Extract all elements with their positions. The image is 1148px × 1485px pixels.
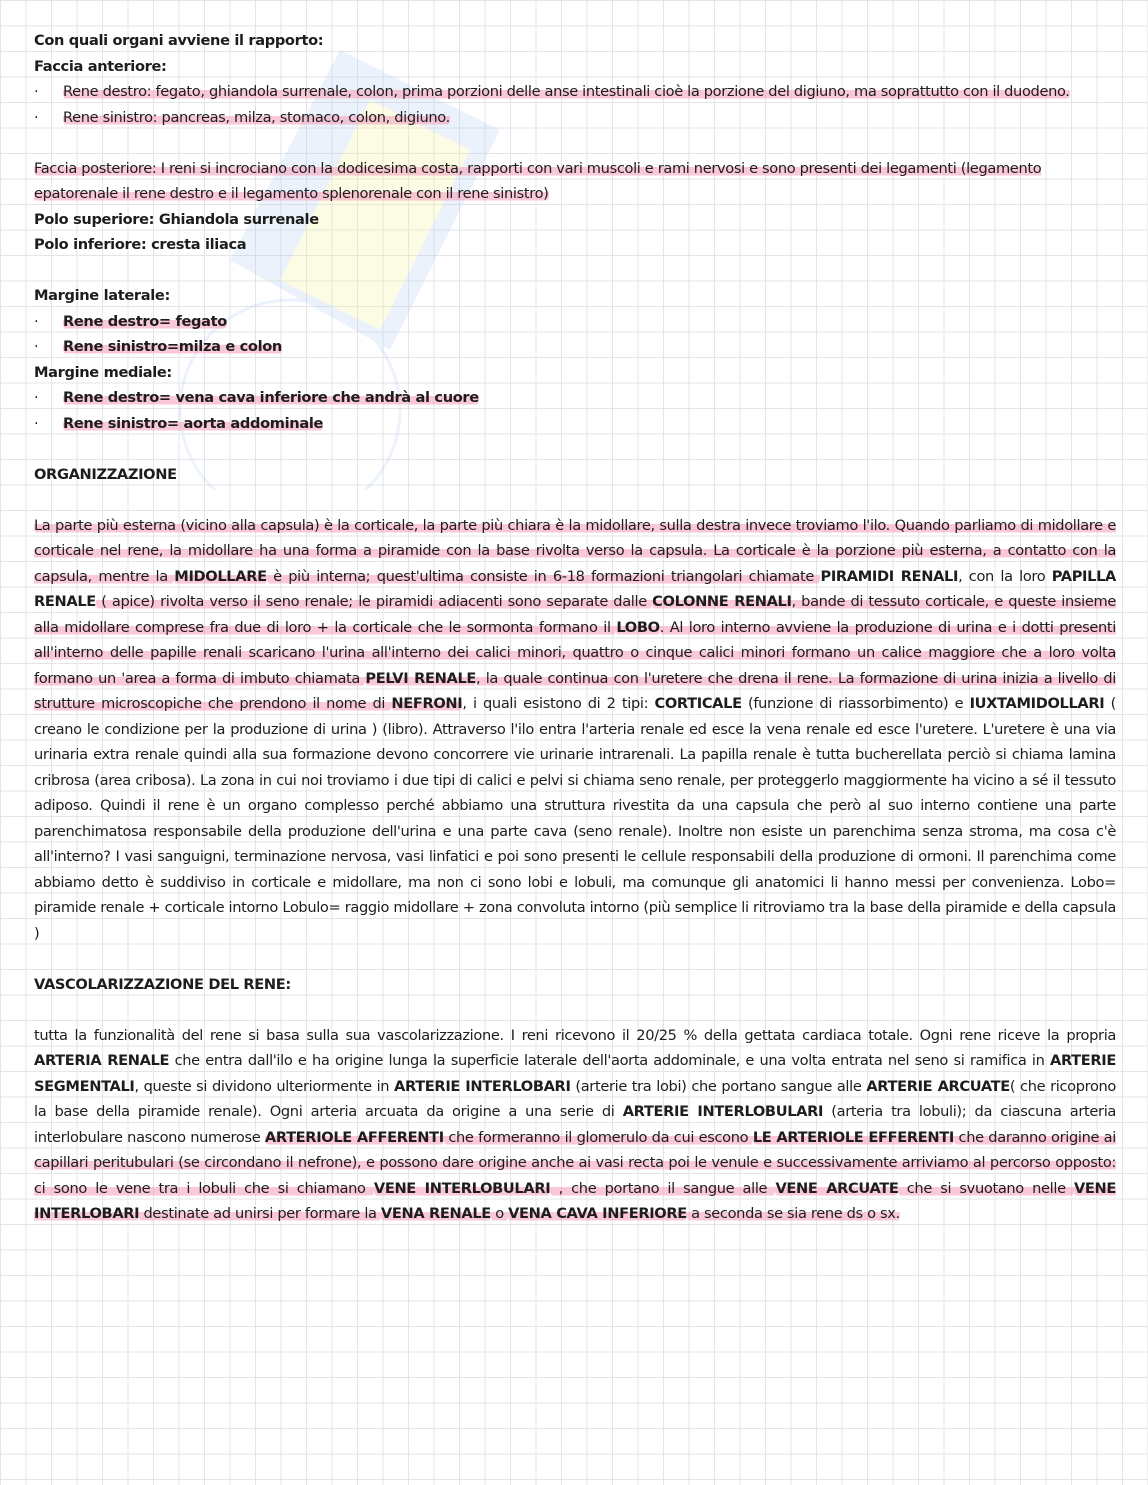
vascolarizzazione-paragraph: tutta la funzionalità del rene si basa sulla sua vascolarizzazione. I reni ricevono il 20/25 % della gettata cardiaca totale. Ogni rene riceve la propria ARTERIA RENALE che entra dall'ilo e ha origine lunga la superficie laterale dell'aorta addominale, e una volta entrata nel seno si ramifica in ARTERIE SEGMENTALI, queste si dividono ulteriormente in ARTERIE INTERLOBARI (arterie tra lobi) che portano sangue alle ARTERIE ARCUATE( che ricoprono la base della piramide renale). Ogni arteria arcuata da origine a una serie di ARTERIE INTERLOBULARI (arteria tra lobuli); da ciascuna arteria interlobulare nascono numerose ARTERIOLE AFFERENTI che formeranno il glomerulo da cui escono LE ARTERIOLE EFFERENTI che daranno origine ai capillari peritubulari (se circondano il nefrone), e possono dare origine anche ai vasi recta poi le venule e successivamente arriviamo al percorso opposto: ci sono le vene tra i lobuli che si chiamano VENE INTERLOBULARI , che portano il sangue alle VENE ARCUATE che si svuotano nelle VENE INTERLOBARI destinate ad unirsi per formare la VENA RENALE o VENA CAVA INFERIORE a seconda se sia rene ds o sx. xyxy=(34,1026,1117,1222)
organizzazione-paragraph: La parte più esterna (vicino alla capsula) è la corticale, la parte più chiara è la midollare, sulla destra invece troviamo l'ilo. Quando parliamo di midollare e corticale nel rene, la midollare ha una forma a piramide con la base rivolta verso la capsula. La corticale è la porzione più esterna, a contatto con la capsula, mentre la MIDOLLARE è più interna; quest'ultima consiste in 6-18 formazioni triangolari chiamate PIRAMIDI RENALI, con la loro PAPILLA RENALE ( apice) rivolta verso il seno renale; le piramidi adiacenti sono separate dalle COLONNE RENALI, bande di tessuto corticale, e queste insieme alla midollare comprese fra due di loro + la corticale che le sormonta formano il LOBO. Al loro interno avviene la produzione di urina e i dotti presenti all'interno delle papille renali scaricano l'urina all'interno dei calici minori, quattro o cinque calici minori formano un calice maggiore che a loro volta formano un 'area a forma di imbuto chiamata PELVI RENALE, la quale continua con l'uretere che drena il rene. La formazione di urina inizia a livello di strutture microscopiche che prendono il nome di NEFRONI, i quali esistono di 2 tipi: CORTICALE (funzione di riassorbimento) e IUXTAMIDOLLARI ( creano le condizione per la produzione di urina ) (libro). Attraverso l'ilo entra l'arteria renale ed esce la vena renale ed esce l'uretere. L'uretere è una via urinaria extra renale quindi alla sua formazione devono concorrere vie urinarie intrarenali. La papilla renale è tutta bucherellata perciò si chiama lamina cribrosa (area cribosa). La zona in cui noi troviamo i due tipi di calici e pelvi si chiama seno renale, per proteggerlo maggiormente ha vicino a sé il tessuto adiposo. Quindi il rene è un organo complesso perché abbiamo una struttura rivestita da una capsula che però al suo interno contiene una parte parenchimatosa responsabile della produzione dell'urina e una parte cava (seno renale). Inoltre non esiste un parenchima senza stroma, ma cosa c'è all'interno? I vasi sanguigni, terminazione nervosa, vasi linfatici e poi sono presenti le cellule responsabili della produzione di ormoni. Il parenchima come abbiamo detto è suddiviso in corticale e midollare, ma non ci sono lobi e lobuli, ma comunque gli anatomici li hanno messi per convenienza. Lobo= piramide renale + corticale intorno Lobulo= raggio midollare + zona convoluta intorno (più semplice li ritroviamo tra la base della piramide e della capsula ) xyxy=(34,516,1116,942)
list-item xyxy=(34,309,1116,335)
list-item xyxy=(34,334,1116,360)
rapporti-title: Con quali organi avviene il rapporto: xyxy=(34,32,324,49)
polo-inferiore: Polo inferiore: cresta iliaca xyxy=(34,236,247,253)
list-item-text: Rene sinistro= aorta addominale xyxy=(63,414,324,432)
notes-page xyxy=(34,28,1116,1227)
bullet-icon: · xyxy=(34,414,39,432)
list-item-text: Rene destro: fegato, ghiandola surrenale, colon, prima porzioni delle anse intestinali cioè la porzione del digiuno, ma soprattutto con il duodeno. xyxy=(63,83,1070,100)
list-item xyxy=(34,385,1116,411)
bullet-icon: · xyxy=(34,338,39,355)
list-item xyxy=(34,105,1116,131)
bullet-icon: · xyxy=(34,108,39,126)
bullet-icon: · xyxy=(34,312,39,330)
list-item xyxy=(34,411,1116,437)
polo-superiore: Polo superiore: Ghiandola surrenale xyxy=(34,210,319,228)
bullet-icon: · xyxy=(34,83,39,100)
list-item-text: Rene sinistro: pancreas, milza, stomaco, colon, digiuno. xyxy=(63,108,450,126)
organizzazione-heading: ORGANIZZAZIONE xyxy=(34,465,177,483)
list-item-text: Rene destro= fegato xyxy=(63,312,227,330)
faccia-posteriore: Faccia posteriore: I reni si incrociano con la dodicesima costa, rapporti con vari muscoli e rami nervosi e sono presenti dei legamenti (legamento epatorenale il rene destro e il legamento splenorenale con il rene sinistro) xyxy=(34,159,1042,202)
margine-mediale-label: Margine mediale: xyxy=(34,363,172,381)
bullet-icon: · xyxy=(34,389,39,406)
margine-laterale-label: Margine laterale: xyxy=(34,287,170,304)
faccia-anteriore-label: Faccia anteriore: xyxy=(34,57,167,75)
list-item-text: Rene destro= vena cava inferiore che andrà al cuore xyxy=(63,389,479,406)
vascolarizzazione-heading: VASCOLARIZZAZIONE DEL RENE: xyxy=(34,975,291,993)
list-item-text: Rene sinistro=milza e colon xyxy=(63,338,282,355)
list-item xyxy=(34,79,1116,105)
